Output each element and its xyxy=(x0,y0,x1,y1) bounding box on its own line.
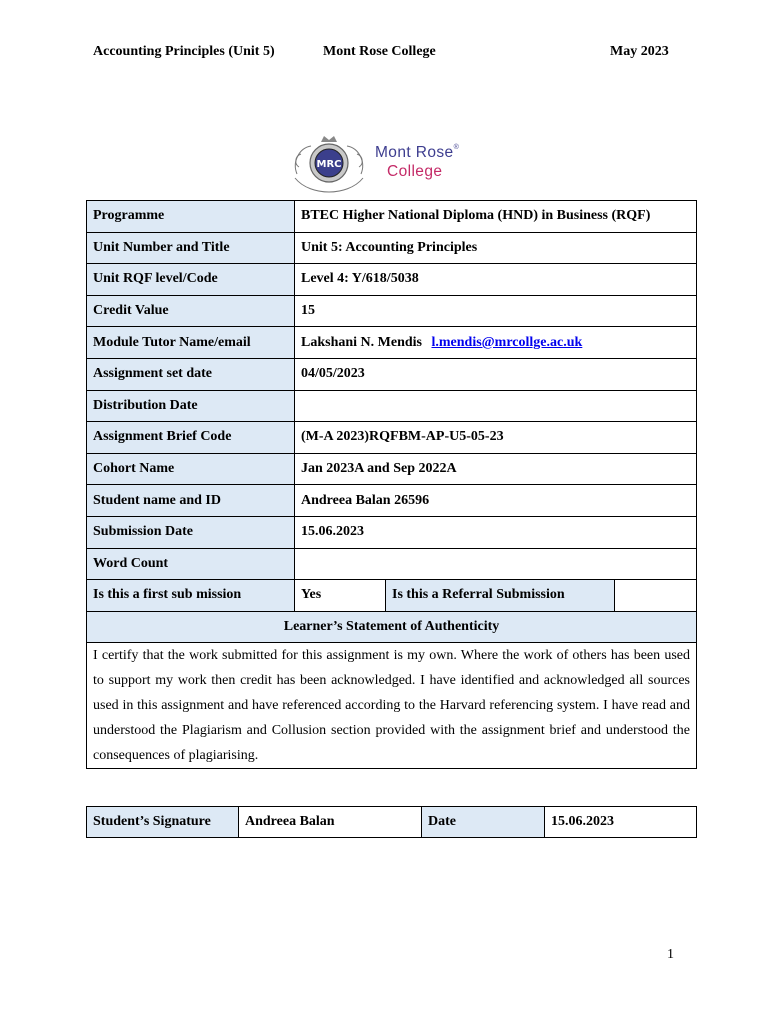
header-date: May 2023 xyxy=(610,44,669,59)
label-credit: Credit Value xyxy=(87,295,295,327)
tutor-name: Lakshani N. Mendis xyxy=(301,334,422,350)
value-rqf: Level 4: Y/618/5038 xyxy=(295,264,697,296)
label-programme: Programme xyxy=(87,201,295,233)
label-cohort: Cohort Name xyxy=(87,453,295,485)
label-submission-date: Submission Date xyxy=(87,516,295,548)
value-cohort: Jan 2023A and Sep 2022A xyxy=(295,453,697,485)
label-signature-date: Date xyxy=(422,807,545,838)
row-programme xyxy=(87,201,697,233)
row-brief-code xyxy=(87,422,697,454)
assignment-cover-table xyxy=(86,200,697,769)
value-tutor xyxy=(295,327,697,359)
row-credit xyxy=(87,295,697,327)
value-signature-date: 15.06.2023 xyxy=(545,807,697,838)
row-tutor xyxy=(87,327,697,359)
authenticity-statement: I certify that the work submitted for this assignment is my own. Where the work of others has been used to support my work then credit has been acknowledged. I have identified and acknowledged all sources used in this assignment and have referenced according to the Harvard referencing system. I have read and understood the Plagiarism and Collusion section provided with the assignment brief and understood the consequences of plagiarising. xyxy=(87,643,697,769)
college-logo xyxy=(291,134,491,194)
value-set-date: 04/05/2023 xyxy=(295,358,697,390)
value-submission-date: 15.06.2023 xyxy=(295,516,697,548)
label-distribution: Distribution Date xyxy=(87,390,295,422)
row-word-count xyxy=(87,548,697,580)
seal-text: MRC xyxy=(316,159,342,170)
row-submission-date xyxy=(87,516,697,548)
label-referral-submission: Is this a Referral Submission xyxy=(386,580,615,612)
logo-line2: College xyxy=(387,163,443,180)
value-signature: Andreea Balan xyxy=(239,807,422,838)
header-course: Accounting Principles (Unit 5) xyxy=(93,44,275,59)
label-student: Student name and ID xyxy=(87,485,295,517)
label-word-count: Word Count xyxy=(87,548,295,580)
authenticity-title: Learner’s Statement of Authenticity xyxy=(87,611,697,643)
label-rqf: Unit RQF level/Code xyxy=(87,264,295,296)
value-word-count xyxy=(295,548,697,580)
row-authenticity-text xyxy=(87,643,697,769)
label-unit: Unit Number and Title xyxy=(87,232,295,264)
header-college: Mont Rose College xyxy=(323,44,436,59)
value-distribution xyxy=(295,390,697,422)
value-brief-code: (M-A 2023)RQFBM-AP-U5-05-23 xyxy=(295,422,697,454)
row-cohort xyxy=(87,453,697,485)
label-brief-code: Assignment Brief Code xyxy=(87,422,295,454)
value-credit: 15 xyxy=(295,295,697,327)
row-student xyxy=(87,485,697,517)
label-first-submission: Is this a first sub mission xyxy=(87,580,295,612)
row-submission-type xyxy=(87,580,697,612)
label-tutor: Module Tutor Name/email xyxy=(87,327,295,359)
signature-table xyxy=(86,806,697,838)
value-unit: Unit 5: Accounting Principles xyxy=(295,232,697,264)
value-first-submission: Yes xyxy=(295,580,386,612)
label-signature: Student’s Signature xyxy=(87,807,239,838)
page-number: 1 xyxy=(667,947,674,962)
row-distribution xyxy=(87,390,697,422)
row-set-date xyxy=(87,358,697,390)
logo-line1: Mont Rose® xyxy=(375,144,460,161)
value-referral-submission xyxy=(615,580,697,612)
row-unit xyxy=(87,232,697,264)
row-signature xyxy=(87,807,697,838)
tutor-email-link[interactable]: l.mendis@mrcollge.ac.uk xyxy=(431,334,583,350)
value-programme: BTEC Higher National Diploma (HND) in Business (RQF) xyxy=(295,201,697,233)
row-rqf xyxy=(87,264,697,296)
label-set-date: Assignment set date xyxy=(87,358,295,390)
college-seal-icon xyxy=(291,134,367,194)
row-authenticity-title xyxy=(87,611,697,643)
value-student: Andreea Balan 26596 xyxy=(295,485,697,517)
